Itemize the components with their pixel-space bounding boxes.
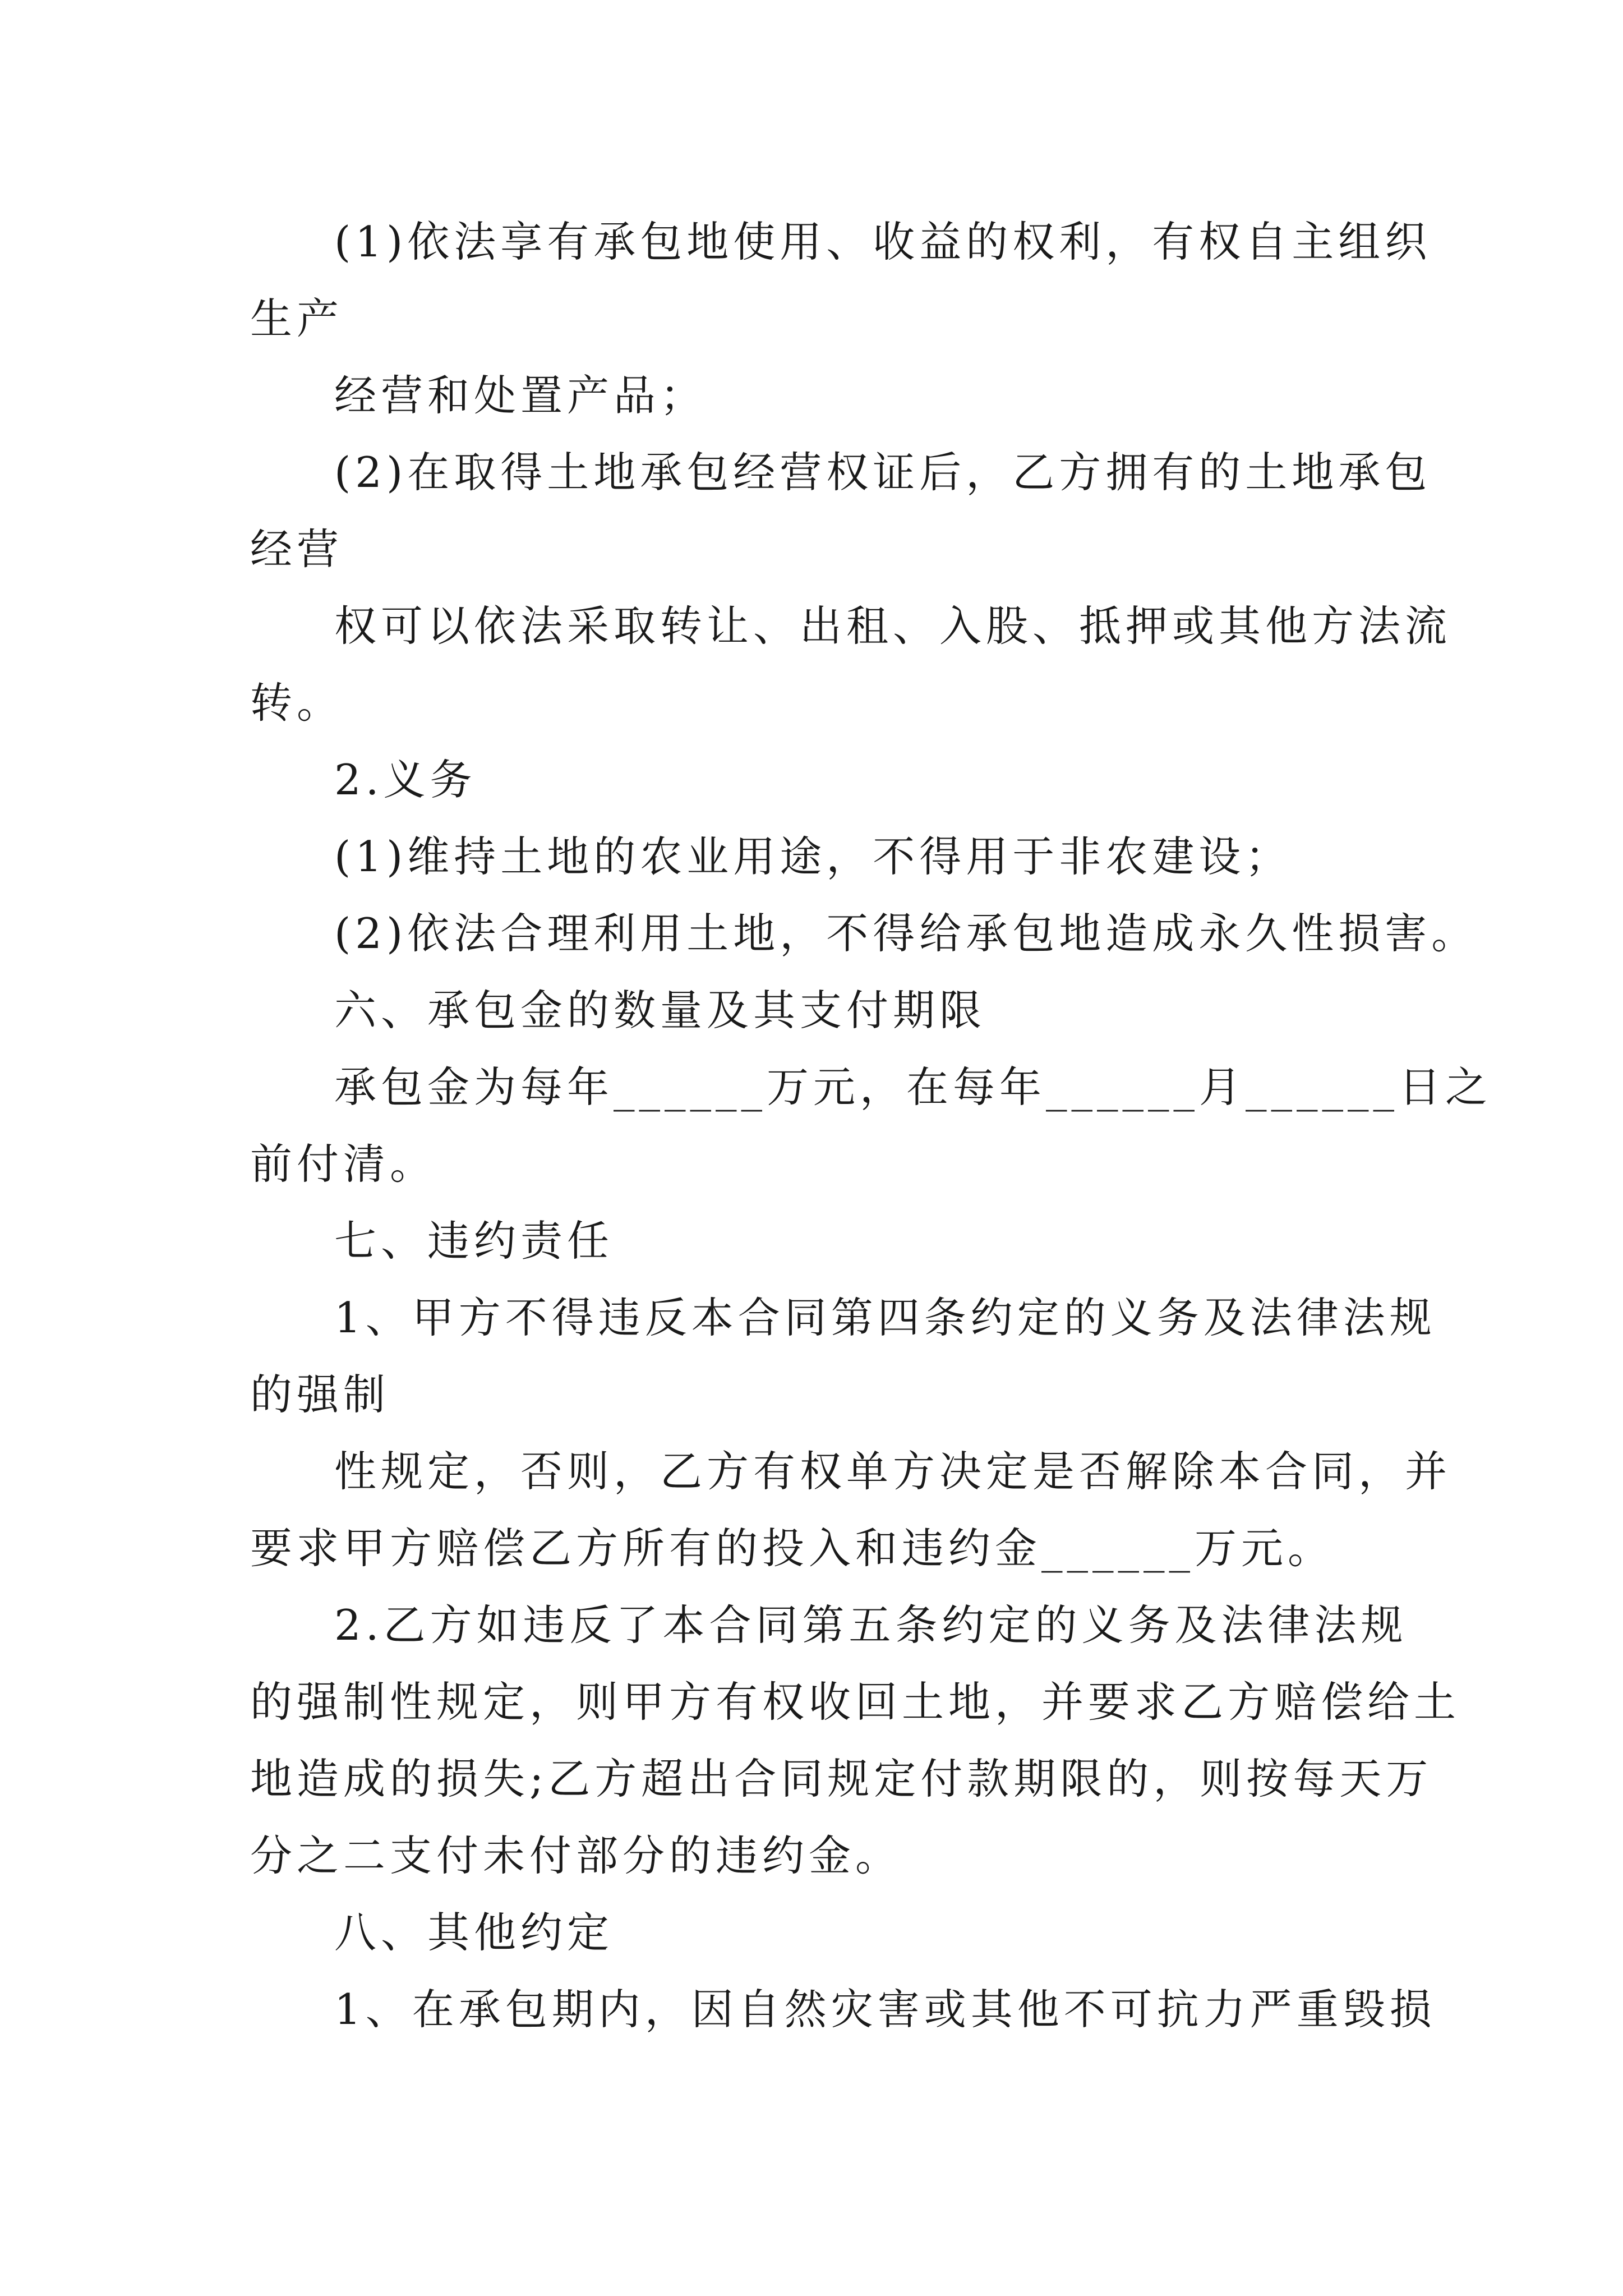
text-line-breach-2: 2.乙方如违反了本合同第五条约定的义务及法律法规 [334,1600,1408,1650]
text-line-rights-1: (1)依法享有承包地使用、收益的权利，有权自主组织 [334,217,1432,266]
text-line-rights-1-cont2: 经营和处置产品； [334,371,707,420]
section-heading-contract-fee: 六、承包金的数量及其支付期限 [334,986,986,1035]
text-line-fee: 承包金为每年______万元，在每年______月______日之 [334,1062,1492,1112]
text-line-rights-2-cont3: 转。 [250,678,344,728]
text-line-obligation-2: (2)依法合理利用土地，不得给承包地造成永久性损害。 [334,909,1478,958]
text-line-breach-2-cont: 的强制性规定，则甲方有权收回土地，并要求乙方赔偿给土 [250,1677,1461,1727]
text-line-breach-2-cont2: 地造成的损失;乙方超出合同规定付款期限的，则按每天万 [250,1754,1433,1803]
document-body [250,204,1492,2048]
text-line-rights-2-cont: 经营 [250,524,344,574]
text-line-obligation-1: (1)维持土地的农业用途，不得用于非农建设； [334,832,1292,881]
text-line-breach-2-cont3: 分之二支付未付部分的违约金。 [250,1831,902,1880]
text-line-breach-1-cont3: 要求甲方赔偿乙方所有的投入和违约金______万元。 [250,1524,1335,1573]
text-line-breach-1: 1、甲方不得违反本合同第四条约定的义务及法律法规 [334,1293,1436,1342]
text-line-breach-1-cont: 的强制 [250,1370,390,1419]
text-line-rights-2: (2)在取得土地承包经营权证后，乙方拥有的土地承包 [334,448,1432,497]
text-line-rights-1-cont: 生产 [250,294,344,343]
text-line-fee-cont: 前付清。 [250,1139,437,1189]
text-line-rights-2-cont2: 权可以依法采取转让、出租、入股、抵押或其他方法流 [334,601,1452,651]
section-heading-other: 八、其他约定 [334,1908,614,1957]
text-line-other-1: 1、在承包期内，因自然灾害或其他不可抗力严重毁损 [334,1985,1436,2034]
section-heading-obligations: 2.义务 [334,755,477,804]
section-heading-breach: 七、违约责任 [334,1216,614,1266]
text-line-breach-1-cont2: 性规定，否则，乙方有权单方决定是否解除本合同，并 [334,1447,1452,1496]
